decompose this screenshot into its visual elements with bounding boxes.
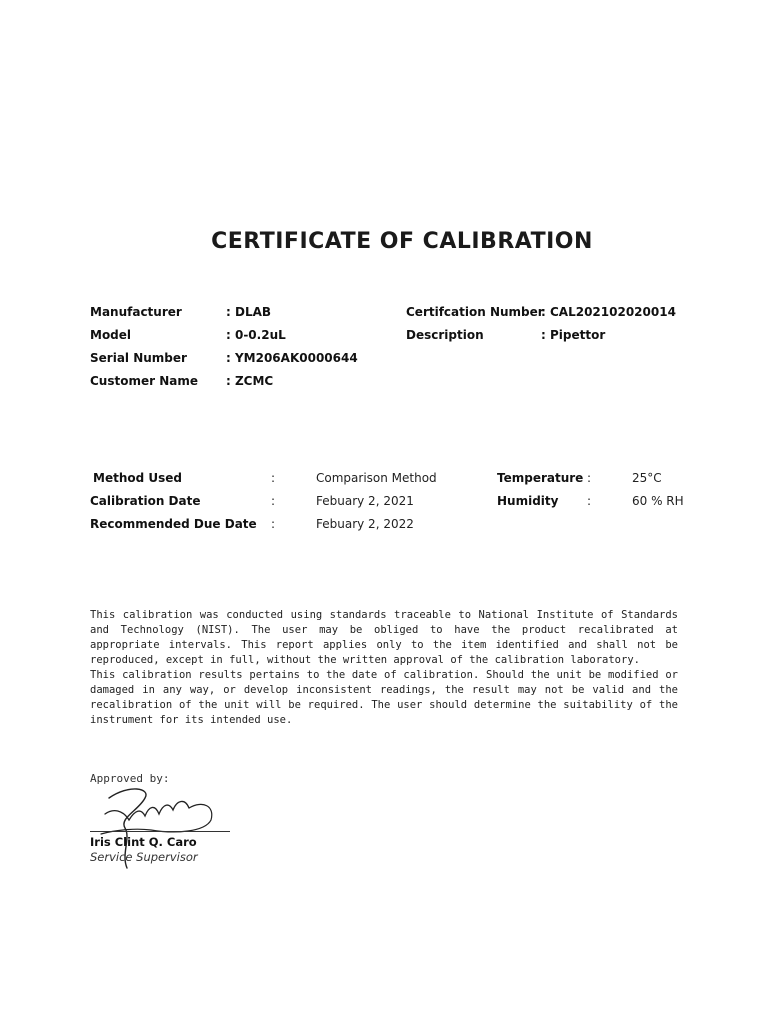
disclaimer-paragraph-traceability: This calibration was conducted using standards traceable to National Institute of Standards and Technology (NIST). The user may be obliged to have the product recalibrated at appropriate intervals. This report applies only to the item identified and shall not be reproduced, except in full, without the written approval of the calibration laboratory. [90,609,678,666]
temperature-separator: : [587,471,592,485]
signer-name: Iris Clint Q. Caro [90,835,197,849]
manufacturer-label: Manufacturer [90,305,182,319]
due-date-separator: : [271,517,276,531]
humidity-separator: : [587,494,592,508]
disclaimer-paragraph-validity: This calibration results pertains to the date of calibration. Should the unit be modified or damaged in any way, or develop inconsistent readings, the result may not be valid and the recalibration of the unit will be required. The user should determine the suitability of the instrument for its intended use. [90,669,678,726]
approved-by-label: Approved by: [90,772,170,785]
signer-position: Service Supervisor [90,850,198,864]
calibration-date-separator: : [271,494,276,508]
model-value: : 0-0.2uL [226,328,286,342]
humidity-label: Humidity [497,494,559,508]
model-label: Model [90,328,132,342]
certification-number-value: : CAL202102020014 [541,305,676,319]
page-title: CERTIFICATE OF CALIBRATION [211,229,593,254]
temperature-label: Temperature [497,471,584,485]
description-label: Description [406,328,484,342]
serial-number-label: Serial Number [90,351,187,365]
description-value: : Pipettor [541,328,606,342]
manufacturer-value: : DLAB [226,305,272,319]
signature-line [90,831,230,832]
customer-name-label: Customer Name [90,374,198,388]
calibration-date-label: Calibration Date [90,494,201,508]
certification-number-label: Certifcation Number [406,305,544,319]
disclaimer [90,608,678,728]
temperature-value: 25°C [632,471,662,485]
method-used-value: Comparison Method [316,471,437,485]
method-used-separator: : [271,471,276,485]
method-used-label: Method Used [93,471,182,485]
due-date-value: Febuary 2, 2022 [316,517,414,531]
customer-name-value: : ZCMC [226,374,274,388]
due-date-label: Recommended Due Date [90,517,257,531]
serial-number-value: : YM206AK0000644 [226,351,358,365]
humidity-value: 60 % RH [632,494,684,508]
calibration-date-value: Febuary 2, 2021 [316,494,414,508]
